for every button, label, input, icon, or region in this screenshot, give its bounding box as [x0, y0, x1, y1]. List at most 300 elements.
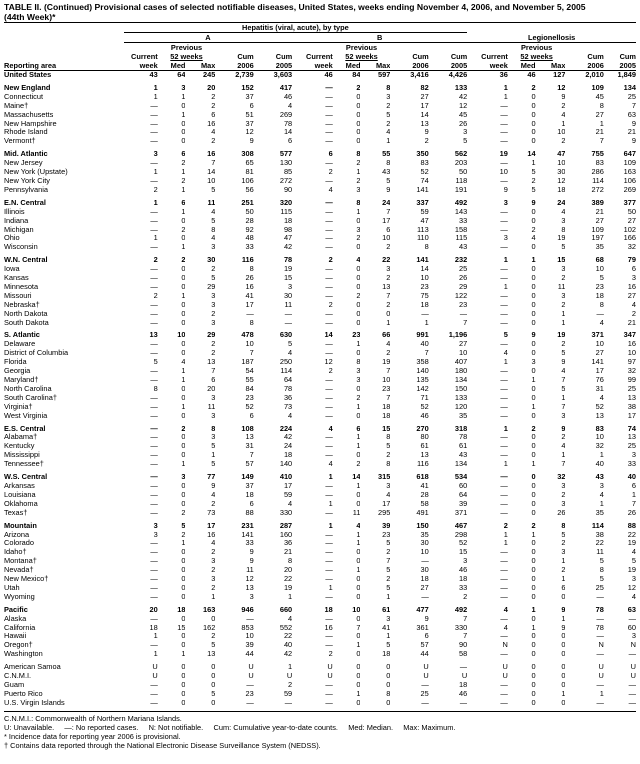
value-cell: 46: [283, 92, 293, 101]
value-cell: 51: [245, 110, 254, 119]
value-cell: 41: [245, 291, 254, 300]
value-cell: 74: [627, 423, 636, 433]
value-cell: —: [500, 376, 508, 384]
table-row: [4, 593, 636, 602]
value-cell: 1: [531, 623, 536, 632]
value-cell: 2: [211, 566, 216, 575]
value-cell: —: [459, 309, 468, 318]
value-cell: —: [150, 460, 158, 469]
value-cell: 0: [181, 137, 186, 146]
value-cell: 2: [211, 632, 216, 641]
value-cell: 0: [181, 681, 186, 689]
value-cell: 0: [531, 393, 536, 402]
value-cell: 1: [181, 92, 186, 101]
value-cell: 0: [356, 274, 361, 283]
value-cell: 10: [627, 349, 636, 358]
value-cell: 0: [181, 216, 186, 225]
value-cell: 0: [356, 384, 361, 393]
value-cell: 29: [207, 282, 216, 291]
value-cell: 8: [249, 265, 254, 274]
reporting-area-cell: Kentucky: [4, 442, 35, 451]
value-cell: 0: [356, 583, 361, 592]
reporting-area-cell: Tennessee†: [4, 460, 44, 469]
value-cell: 1: [356, 530, 361, 539]
table-row: [4, 632, 636, 641]
value-cell: 77: [207, 472, 216, 482]
value-cell: 269: [623, 185, 636, 194]
value-cell: 1: [328, 520, 333, 530]
value-cell: 630: [279, 330, 293, 340]
value-cell: 7: [599, 137, 604, 146]
value-cell: U: [423, 662, 429, 672]
value-cell: 2: [386, 575, 391, 584]
value-cell: 0: [181, 592, 186, 601]
value-cell: 2: [211, 101, 216, 110]
med-label: Med: [170, 61, 186, 70]
value-cell: 4: [288, 411, 293, 420]
value-cell: —: [246, 614, 254, 623]
value-cell: 0: [356, 698, 361, 707]
value-cell: 0: [561, 672, 566, 681]
table-row: [4, 349, 636, 358]
year-2006-label: 2006: [412, 61, 429, 70]
value-cell: 17: [245, 300, 254, 309]
value-cell: 13: [245, 433, 254, 442]
value-cell: 110: [416, 234, 429, 243]
reporting-area-cell: Vermont†: [4, 137, 36, 146]
value-cell: 320: [279, 197, 293, 207]
value-cell: U: [423, 672, 429, 681]
value-cell: 42: [283, 243, 293, 252]
value-cell: 6: [561, 583, 566, 592]
value-cell: 0: [181, 641, 186, 650]
value-cell: 0: [386, 662, 391, 672]
value-cell: 0: [181, 614, 186, 623]
table-row: [4, 217, 636, 226]
value-cell: 1: [153, 197, 158, 207]
value-cell: 3: [153, 520, 158, 530]
value-cell: 8: [356, 149, 361, 159]
value-cell: 2: [561, 490, 566, 499]
value-cell: 2,010: [585, 70, 604, 79]
table-row: [4, 208, 636, 217]
reporting-area-cell: Michigan: [4, 225, 34, 234]
value-cell: 65: [245, 159, 254, 168]
value-cell: 16: [627, 282, 636, 291]
value-cell: 4: [561, 367, 566, 376]
value-cell: 166: [623, 234, 636, 243]
footnote: C.N.M.I.: Commonwealth of Northern Mariana Islands.: [4, 713, 182, 723]
value-cell: —: [596, 592, 604, 601]
value-cell: —: [500, 128, 508, 137]
value-cell: 2: [386, 101, 391, 110]
value-cell: 1: [153, 168, 158, 177]
value-cell: 3: [561, 481, 566, 490]
value-cell: 0: [561, 632, 566, 641]
table-row: [4, 186, 636, 195]
table-row: [4, 80, 636, 93]
value-cell: 1: [356, 207, 361, 216]
value-cell: 43: [459, 451, 468, 460]
value-cell: 6: [211, 376, 216, 384]
value-cell: —: [628, 689, 636, 698]
reporting-area-cell: Indiana: [4, 216, 29, 225]
value-cell: 7: [424, 349, 429, 358]
value-cell: 4: [386, 490, 391, 499]
value-cell: 0: [356, 490, 361, 499]
value-cell: 40: [595, 460, 604, 469]
value-cell: 2: [356, 460, 361, 469]
value-cell: 14: [352, 472, 361, 482]
value-cell: 1: [181, 402, 186, 411]
value-cell: 187: [241, 358, 254, 367]
value-cell: 3: [211, 243, 216, 252]
value-cell: 3: [463, 128, 468, 137]
value-cell: 25: [420, 689, 429, 698]
value-cell: 2: [328, 255, 333, 265]
value-cell: 1,196: [448, 330, 468, 340]
value-cell: 1: [328, 583, 333, 592]
value-cell: 2: [328, 168, 333, 177]
value-cell: U: [598, 662, 604, 672]
value-cell: 36: [283, 539, 293, 548]
reporting-area-cell: Delaware: [4, 340, 36, 349]
value-cell: 0: [531, 367, 536, 376]
value-cell: 1: [503, 423, 508, 433]
value-cell: 58: [459, 650, 468, 659]
value-cell: —: [500, 575, 508, 584]
value-cell: 32: [557, 472, 566, 482]
value-cell: 5: [561, 349, 566, 358]
value-cell: —: [325, 349, 333, 358]
reporting-area-cell: United States: [4, 70, 52, 79]
value-cell: 43: [459, 243, 468, 252]
table-row: [4, 146, 636, 159]
value-cell: 18: [595, 291, 604, 300]
value-cell: 4: [503, 604, 508, 614]
value-cell: 134: [454, 376, 468, 384]
value-cell: 18: [382, 650, 391, 659]
value-cell: 25: [627, 92, 636, 101]
value-cell: 0: [561, 641, 566, 650]
value-cell: 3: [599, 481, 604, 490]
value-cell: 18: [459, 575, 468, 584]
value-cell: 4: [288, 499, 293, 508]
table-row: [4, 120, 636, 129]
value-cell: 37: [245, 481, 254, 490]
value-cell: 1: [531, 255, 536, 265]
value-cell: 0: [531, 499, 536, 508]
value-cell: 90: [283, 185, 293, 194]
reporting-area-cell: E.S. Central: [4, 423, 46, 433]
value-cell: 0: [181, 274, 186, 283]
value-cell: 1: [328, 499, 333, 508]
value-cell: 12: [245, 128, 254, 137]
value-cell: 2: [356, 234, 361, 243]
value-cell: 11: [596, 548, 604, 557]
table-row: [4, 102, 636, 111]
value-cell: 1: [386, 318, 391, 327]
value-cell: 73: [207, 508, 216, 517]
value-cell: 8: [356, 197, 361, 207]
value-cell: 42: [459, 92, 468, 101]
value-cell: 2: [328, 650, 333, 659]
value-cell: 24: [557, 197, 566, 207]
value-cell: —: [500, 393, 508, 402]
value-cell: 18: [283, 451, 293, 460]
table-row: [4, 340, 636, 349]
value-cell: 31: [245, 442, 254, 451]
value-cell: 5: [211, 442, 216, 451]
value-cell: 3: [211, 300, 216, 309]
value-cell: 2: [153, 255, 158, 265]
value-cell: 0: [181, 548, 186, 557]
value-cell: 1: [561, 393, 566, 402]
value-cell: 6: [249, 411, 254, 420]
value-cell: —: [325, 681, 333, 689]
value-cell: 3: [531, 358, 536, 367]
value-cell: 48: [245, 234, 254, 243]
value-cell: 44: [420, 650, 429, 659]
value-cell: 0: [531, 451, 536, 460]
value-cell: —: [500, 632, 508, 641]
value-cell: 47: [420, 216, 429, 225]
value-cell: 4: [211, 539, 216, 548]
value-cell: —: [500, 442, 508, 451]
value-cell: 18: [324, 604, 333, 614]
value-cell: 0: [181, 632, 186, 641]
table-row: [4, 195, 636, 208]
reporting-area-cell: Utah: [4, 583, 20, 592]
week-label: week: [489, 61, 508, 70]
value-cell: 2: [386, 349, 391, 358]
value-cell: 4: [561, 207, 566, 216]
value-cell: 0: [531, 291, 536, 300]
value-cell: 10: [459, 349, 468, 358]
value-cell: 21: [283, 548, 293, 557]
value-cell: 1: [503, 460, 508, 469]
value-cell: 141: [241, 530, 254, 539]
value-cell: —: [150, 300, 158, 309]
value-cell: 1: [356, 481, 361, 490]
value-cell: 1: [386, 592, 391, 601]
table-row: [4, 292, 636, 301]
value-cell: 162: [202, 623, 216, 632]
value-cell: 1: [356, 539, 361, 548]
value-cell: N: [502, 641, 508, 650]
value-cell: —: [500, 481, 508, 490]
value-cell: 32: [595, 442, 604, 451]
value-cell: 3: [211, 411, 216, 420]
value-cell: 6: [181, 197, 186, 207]
value-cell: —: [325, 641, 333, 650]
value-cell: —: [150, 159, 158, 168]
value-cell: —: [150, 433, 158, 442]
table-row: [4, 111, 636, 120]
value-cell: 3: [356, 225, 361, 234]
table-row: [4, 433, 636, 442]
value-cell: 5: [599, 274, 604, 283]
value-cell: 17: [382, 499, 391, 508]
value-cell: 78: [595, 623, 604, 632]
value-cell: U: [630, 662, 636, 672]
value-cell: 0: [531, 650, 536, 659]
value-cell: 377: [623, 197, 636, 207]
value-cell: 18: [459, 681, 468, 689]
value-cell: 4: [503, 623, 508, 632]
value-cell: 4: [561, 110, 566, 119]
value-cell: 4: [631, 548, 636, 557]
value-cell: —: [150, 566, 158, 575]
value-cell: 308: [241, 149, 254, 159]
value-cell: 52: [459, 539, 468, 548]
value-cell: 114: [280, 367, 293, 376]
value-cell: —: [500, 309, 508, 318]
footnote: † Contains data reported through the National Electronic Disease Surveillance System (NEDSS).: [4, 740, 321, 750]
reporting-area-cell: Mid. Atlantic: [4, 149, 48, 159]
value-cell: 0: [356, 243, 361, 252]
table-row: [4, 394, 636, 403]
value-cell: 23: [382, 384, 391, 393]
value-cell: 2: [386, 300, 391, 309]
value-cell: 389: [591, 197, 604, 207]
value-cell: 97: [627, 358, 636, 367]
value-cell: 21: [595, 128, 604, 137]
value-cell: 1: [153, 82, 158, 92]
value-cell: 1: [356, 689, 361, 698]
value-cell: 16: [207, 149, 216, 159]
value-cell: 8: [386, 159, 391, 168]
value-cell: 1: [181, 168, 186, 177]
value-cell: 27: [420, 92, 429, 101]
value-cell: —: [500, 384, 508, 393]
value-cell: 660: [279, 604, 293, 614]
table-row: [4, 234, 636, 243]
value-cell: 3: [249, 592, 254, 601]
reporting-area-cell: Washington: [4, 650, 43, 659]
value-cell: 43: [149, 70, 158, 79]
value-cell: 286: [591, 168, 604, 177]
value-cell: 14: [420, 110, 429, 119]
value-cell: 61: [420, 442, 429, 451]
value-cell: 17: [595, 367, 604, 376]
value-cell: 4: [181, 358, 186, 367]
value-cell: —: [421, 681, 429, 689]
value-cell: 5: [561, 243, 566, 252]
value-cell: 0: [531, 472, 536, 482]
table-row: [4, 566, 636, 575]
value-cell: 116: [416, 460, 429, 469]
value-cell: 17: [207, 520, 216, 530]
value-cell: 9: [424, 128, 429, 137]
value-cell: 9: [531, 197, 536, 207]
table-row: [4, 301, 636, 310]
value-cell: 25: [627, 442, 636, 451]
value-cell: 9: [631, 119, 636, 128]
value-cell: 4: [503, 349, 508, 358]
value-cell: —: [150, 265, 158, 274]
value-cell: 106: [241, 176, 254, 185]
value-cell: 1: [181, 243, 186, 252]
value-cell: 0: [356, 282, 361, 291]
current-label: Current: [306, 52, 333, 61]
value-cell: 3: [356, 367, 361, 376]
value-cell: 5: [386, 641, 391, 650]
value-cell: —: [500, 216, 508, 225]
value-cell: 0: [356, 592, 361, 601]
previous-label: Previous: [521, 43, 553, 52]
value-cell: 8: [386, 433, 391, 442]
value-cell: 4: [599, 393, 604, 402]
value-cell: U: [286, 672, 293, 681]
value-cell: 2: [181, 225, 186, 234]
reporting-area-cell: Wyoming: [4, 592, 35, 601]
value-cell: 755: [591, 149, 604, 159]
value-cell: 4: [356, 520, 361, 530]
reporting-area-cell: Florida: [4, 358, 27, 367]
value-cell: —: [150, 282, 158, 291]
value-cell: 4: [211, 207, 216, 216]
value-cell: —: [500, 681, 508, 689]
value-cell: —: [150, 402, 158, 411]
value-cell: 991: [416, 330, 429, 340]
value-cell: 23: [382, 530, 391, 539]
reporting-area-cell: Kansas: [4, 274, 29, 283]
weeks52-label: 52 weeks: [170, 52, 203, 61]
value-cell: 0: [561, 681, 566, 689]
value-cell: 10: [499, 168, 508, 177]
value-cell: —: [150, 575, 158, 584]
value-cell: 1: [356, 402, 361, 411]
value-cell: —: [421, 592, 429, 601]
table-title: [4, 2, 636, 22]
value-cell: 0: [181, 575, 186, 584]
reporting-area-cell: New England: [4, 82, 51, 92]
value-cell: —: [150, 318, 158, 327]
value-cell: 1: [599, 451, 604, 460]
value-cell: 10: [382, 376, 391, 384]
value-cell: 853: [241, 623, 254, 632]
value-cell: 1: [531, 530, 536, 539]
value-cell: 0: [531, 481, 536, 490]
value-cell: 9: [531, 330, 536, 340]
value-cell: —: [150, 557, 158, 566]
value-cell: 191: [454, 185, 468, 194]
value-cell: 3: [356, 185, 361, 194]
value-cell: —: [325, 384, 333, 393]
value-cell: 17: [283, 481, 293, 490]
value-cell: 2: [561, 566, 566, 575]
value-cell: —: [150, 451, 158, 460]
value-cell: 5: [153, 358, 158, 367]
value-cell: 78: [595, 604, 604, 614]
value-cell: U: [461, 672, 468, 681]
value-cell: 8: [599, 300, 604, 309]
value-cell: N: [630, 641, 636, 650]
value-cell: —: [150, 119, 158, 128]
value-cell: —: [500, 566, 508, 575]
value-cell: 0: [531, 689, 536, 698]
value-cell: 0: [181, 309, 186, 318]
value-cell: 5: [211, 185, 216, 194]
value-cell: 7: [463, 614, 468, 623]
value-cell: 2: [631, 309, 636, 318]
value-cell: 18: [382, 402, 391, 411]
value-cell: 30: [207, 255, 216, 265]
value-cell: 6: [631, 265, 636, 274]
value-cell: 114: [592, 176, 604, 185]
week-label: week: [139, 61, 158, 70]
